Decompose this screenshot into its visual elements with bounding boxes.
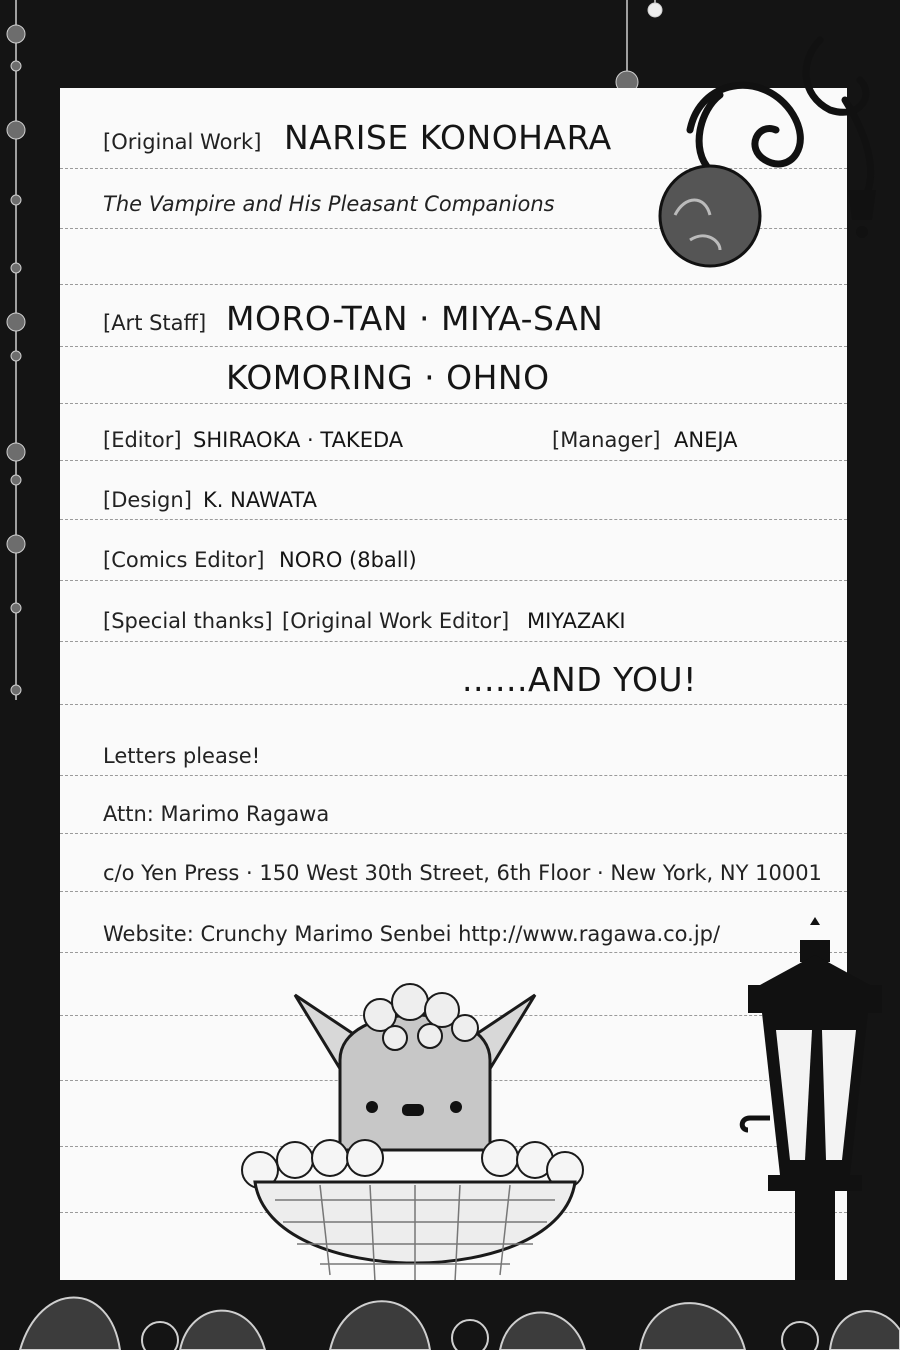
- manager-name: ANEJA: [674, 428, 738, 452]
- letters-heading: Letters please!: [103, 744, 261, 768]
- design-name: K. NAWATA: [203, 488, 317, 512]
- letters-attn: Attn: Marimo Ragawa: [103, 802, 330, 826]
- comics-editor-name: NORO (8ball): [279, 548, 417, 572]
- comics-editor-label: [Comics Editor]: [103, 548, 265, 572]
- original-work-editor-name: MIYAZAKI: [527, 609, 626, 633]
- art-staff-line2: KOMORING · OHNO: [226, 358, 550, 397]
- original-work-label: [Original Work]: [103, 130, 262, 154]
- and-you-text: ......AND YOU!: [462, 660, 697, 699]
- editor-label: [Editor]: [103, 428, 182, 452]
- website-line: Website: Crunchy Marimo Senbei http://www.ragawa.co.jp/: [103, 922, 721, 946]
- design-label: [Design]: [103, 488, 192, 512]
- editor-name: SHIRAOKA · TAKEDA: [193, 428, 404, 452]
- art-staff-line1: MORO-TAN · MIYA-SAN: [226, 299, 604, 338]
- special-thanks-label: [Special thanks]: [103, 609, 273, 633]
- letters-address: c/o Yen Press · 150 West 30th Street, 6th Floor · New York, NY 10001: [103, 861, 822, 885]
- art-staff-label: [Art Staff]: [103, 311, 207, 335]
- original-work-author: NARISE KONOHARA: [284, 118, 612, 157]
- manager-label: [Manager]: [552, 428, 661, 452]
- original-work-title: The Vampire and His Pleasant Companions: [103, 192, 555, 216]
- original-work-editor-label: [Original Work Editor]: [282, 609, 510, 633]
